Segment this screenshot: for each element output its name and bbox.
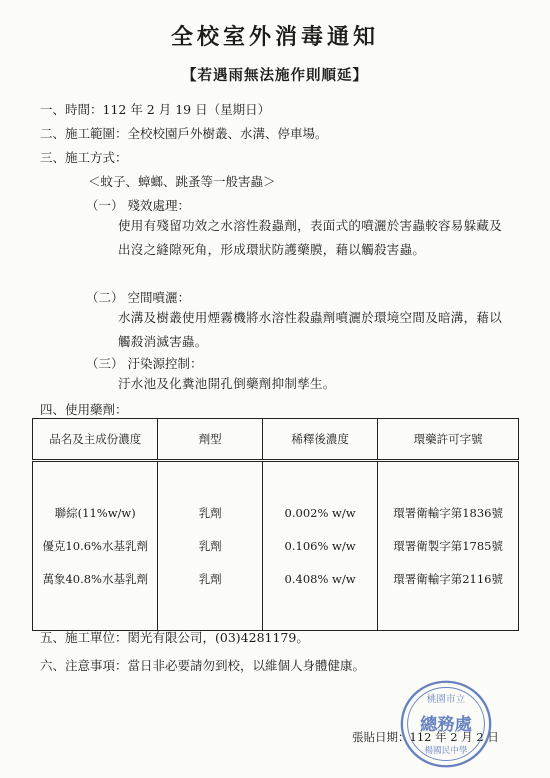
table-cell: 0.106% w/w bbox=[284, 538, 356, 553]
col-header-name: 品名及主成份濃度 bbox=[33, 419, 158, 461]
method-1-text: 使用有殘留功效之水溶性殺蟲劑，表面式的噴灑於害蟲較容易躲藏及出沒之縫隙死角，形成環狀防護藥膜，藉以觸殺害蟲。 bbox=[118, 218, 503, 257]
table-row bbox=[33, 461, 519, 631]
document-subtitle: 【若遇雨無法施作則順延】 bbox=[182, 67, 368, 84]
cell-permits bbox=[378, 461, 519, 631]
item-notice: 六、注意事項：當日非必要請勿到校，以維個人身體健康。 bbox=[40, 658, 366, 673]
table-cell: 聯綜(11%w/w) bbox=[54, 505, 136, 520]
table-cell: 乳劑 bbox=[198, 505, 222, 520]
item-scope: 二、施工範圍：全校校園戶外樹叢、水溝、停車場。 bbox=[40, 126, 328, 141]
item-meds-heading: 四、使用藥劑： bbox=[40, 402, 128, 417]
method-3-text: 汙水池及化糞池開孔倒藥劑抑制孳生。 bbox=[118, 376, 336, 391]
table-cell: 環署衛製字第1785號 bbox=[393, 538, 503, 553]
table-cell: 0.408% w/w bbox=[284, 571, 356, 586]
stamp-center-text: 總務處 bbox=[420, 714, 472, 735]
table-cell: 環署衛輸字第1836號 bbox=[393, 505, 503, 520]
pest-targets: ＜蚊子、蟑螂、跳蚤等一般害蟲＞ bbox=[88, 174, 276, 189]
item-method: 三、施工方式： bbox=[40, 150, 128, 165]
pesticide-table bbox=[32, 418, 519, 631]
table-cell: 優克10.6%水基乳劑 bbox=[42, 538, 148, 553]
school-seal-stamp bbox=[398, 676, 494, 772]
stamp-bottom-text: 楊國民中學 bbox=[424, 745, 468, 756]
table-cell: 0.002% w/w bbox=[284, 505, 356, 520]
stamp-top-text: 桃園市立 bbox=[426, 693, 466, 705]
cell-concentrations bbox=[262, 461, 377, 631]
method-1-title: （一） 殘效處理： bbox=[86, 198, 190, 213]
table-header-row bbox=[33, 419, 519, 461]
method-2-title: （二） 空間噴灑： bbox=[86, 290, 190, 305]
col-header-form: 劑型 bbox=[158, 419, 263, 461]
table-cell: 乳劑 bbox=[198, 538, 222, 553]
method-3-title: （三） 汙染源控制： bbox=[86, 356, 203, 371]
item-unit: 五、施工單位：閎光有限公司，(03)4281179。 bbox=[40, 630, 309, 645]
table-cell: 萬象40.8%水基乳劑 bbox=[42, 571, 148, 586]
col-header-permit: 環藥許可字號 bbox=[378, 419, 519, 461]
col-header-concentration: 稀釋後濃度 bbox=[262, 419, 377, 461]
table-cell: 環署衛輸字第2116號 bbox=[393, 571, 503, 586]
method-2-text: 水溝及樹叢使用煙霧機將水溶性殺蟲劑噴灑於環境空間及暗溝，藉以觸殺消滅害蟲。 bbox=[118, 310, 503, 349]
document-title: 全校室外消毒通知 bbox=[170, 24, 379, 50]
table-cell: 乳劑 bbox=[198, 571, 222, 586]
posted-date: 張貼日期：112 年 2 月 2 日 bbox=[352, 730, 499, 744]
cell-names bbox=[33, 461, 158, 631]
item-time: 一、時間：112 年 2 月 19 日（星期日） bbox=[40, 102, 271, 117]
cell-forms bbox=[158, 461, 263, 631]
